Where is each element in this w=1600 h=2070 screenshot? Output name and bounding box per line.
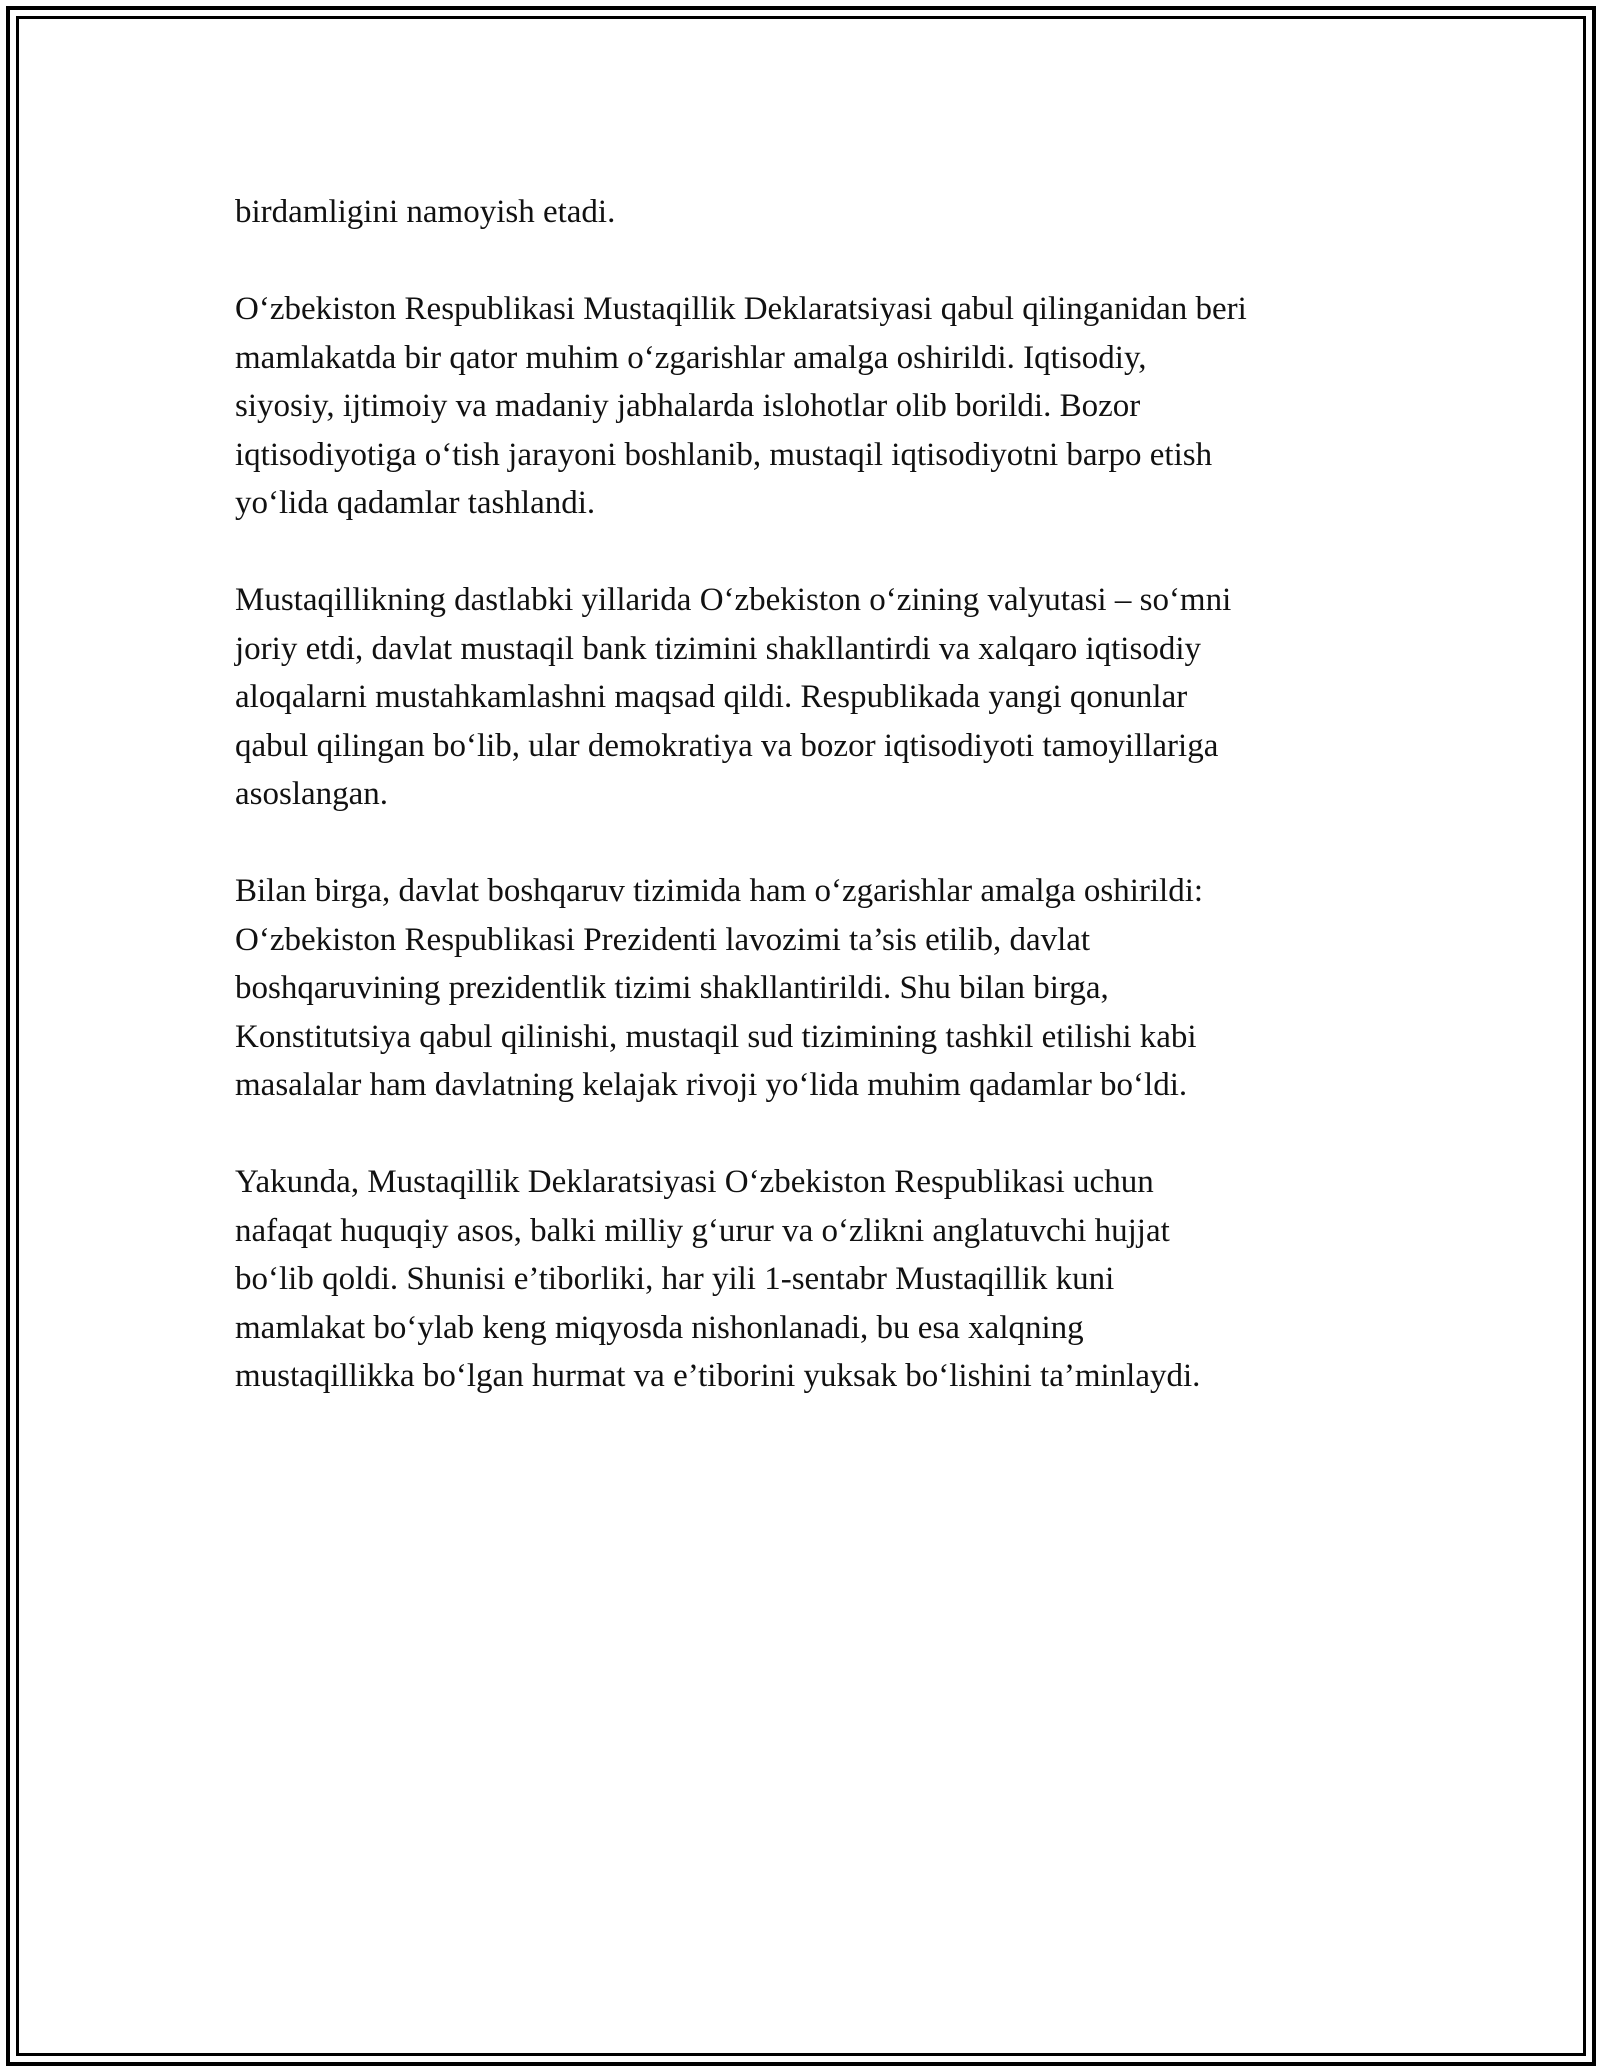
paragraph-economy: Mustaqillikning dastlabki yillarida O‘zbekiston o‘zining valyutasi – so‘mni joriy etdi, davlat mustaqil bank tizimini shakllantirdi va xalqaro iqtisodiy aloqalarni mustahkamlashni maqsad qildi. Respublikada yangi qonunlar qabul qilingan bo‘lib, ular demokratiya va bozor iqtisodiyoti tamoyillariga asoslangan. <box>235 582 1232 812</box>
document-body <box>235 188 1395 1449</box>
paragraph-conclusion: Yakunda, Mustaqillik Deklaratsiyasi O‘zbekiston Respublikasi uchun nafaqat huquqiy asos, balki milliy g‘urur va o‘zlikni anglatuvchi hujjat bo‘lib qoldi. Shunisi e’tiborliki, har yili 1-sentabr Mustaqillik kuni mamlakat bo‘ylab keng miqyosda nishonlanadi, bu esa xalqning mustaqillikka bo‘lgan hurmat va e’tiborini yuksak bo‘lishini ta’minlaydi. <box>235 1164 1201 1394</box>
paragraph-reforms: O‘zbekiston Respublikasi Mustaqillik Deklaratsiyasi qabul qilinganidan beri mamlakatda bir qator muhim o‘zgarishlar amalga oshirildi. Iqtisodiy, siyosiy, ijtimoiy va madaniy jabhalarda islohotlar olib borildi. Bozor iqtisodiyotiga o‘tish jarayoni boshlanib, mustaqil iqtisodiyotni barpo etish yo‘lida qadamlar tashlandi. <box>235 291 1247 521</box>
paragraph-governance: Bilan birga, davlat boshqaruv tizimida ham o‘zgarishlar amalga oshirildi: O‘zbekiston Respublikasi Prezidenti lavozimi ta’sis etilib, davlat boshqaruvining prezidentlik tizimi shakllantirildi. Shu bilan birga, Konstitutsiya qabul qilinishi, mustaqil sud tizimining tashkil etilishi kabi masalalar ham davlatning kelajak rivoji yo‘lida muhim qadamlar bo‘ldi. <box>235 873 1204 1103</box>
paragraph-continuation: birdamligini namoyish etadi. <box>235 194 616 230</box>
